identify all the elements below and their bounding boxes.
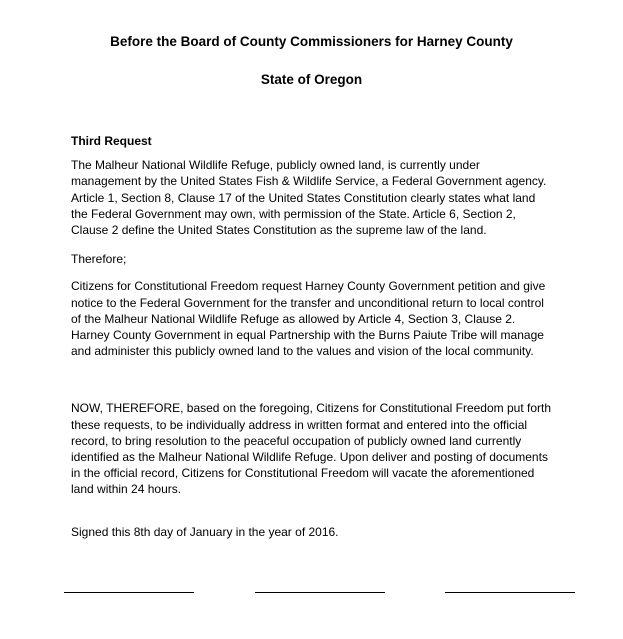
paragraph-now-therefore: NOW, THEREFORE, based on the foregoing, Citizens for Constitutional Freedom put forth these requests, to be individually address in written format and entered into the official record, to bring resolution to the peaceful occupation of publicly owned land currently identified as the Malheur National Wildlife Refuge. Upon deliver and posting of documents in the official record, Citizens for Constitutional Freedom will vacate the aforementioned land within 24 hours.: [71, 401, 551, 497]
paragraph-request: Citizens for Constitutional Freedom request Harney County Government petition and give notice to the Federal Government for the transfer and unconditional return to local control of the Malheur National Wildlife Refuge as allowed by Article 4, Section 3, Clause 2. Harney County Government in equal Partnership with the Burns Paiute Tribe will manage and administer this publicly owned land to the values and vision of the local community.: [71, 279, 546, 359]
signature-line-3: [445, 591, 575, 593]
page-title: Before the Board of County Commissioners for Harney County: [110, 34, 513, 49]
signature-line-1: [64, 591, 194, 593]
section-label: Third Request: [71, 134, 152, 149]
spacer-2: [71, 510, 552, 524]
page-subtitle: State of Oregon: [260, 71, 363, 87]
signature-row: [64, 591, 575, 593]
paragraph-therefore: Therefore;: [71, 252, 127, 267]
paragraph-signed-date: Signed this 8th day of January in the year of 2016.: [71, 525, 339, 540]
document-header: [0, 0, 623, 88]
spacer: [71, 372, 552, 400]
document-body: [71, 88, 552, 541]
signature-line-2: [255, 591, 385, 593]
paragraph-refuge-management: The Malheur National Wildlife Refuge, publicly owned land, is currently under management by the United States Fish & Wildlife Service, a Federal Government agency. Article 1, Section 8, Clause 17 of the United States Constitution clearly states what land the Federal Government may own, with permission of the State. Article 6, Section 2, Clause 2 define the United States Constitution as the supreme law of the land.: [71, 158, 547, 238]
